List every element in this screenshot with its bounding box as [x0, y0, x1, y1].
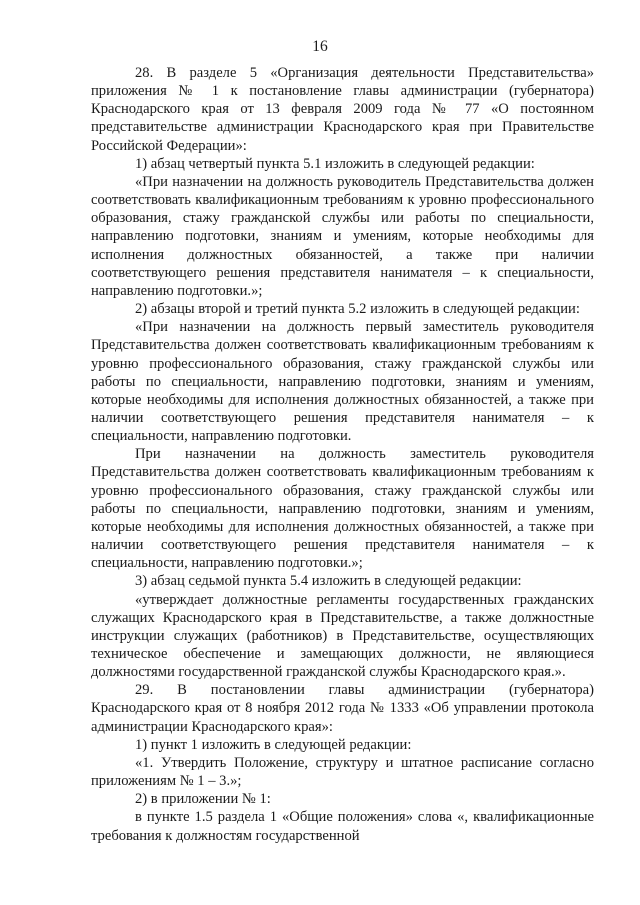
page-number: 16 [312, 38, 328, 55]
paragraph-29-item-1-header: 1) пункт 1 изложить в следующей редакции: [135, 736, 412, 753]
paragraph-quote-item-1: «1. Утвердить Положение, структуру и штатное расписание согласно приложениям № 1 – 3.»; [91, 754, 594, 790]
paragraph-quote-5-4: «утверждает должностные регламенты государственных гражданских служащих Краснодарского края в Представительстве, а также должностные инструкции служащих (работников) в Представительстве, осуществляющих техническое обеспечение и замещающих должности, не являющиеся должностями государственной гражданской службы Краснодарского края.». [91, 591, 594, 681]
paragraph-29-intro: 29. В постановлении главы администрации (губернатора) Краснодарского края от 8 ноября 2012 года № 1333 «Об управлении протокола администрации Краснодарского края»: [91, 682, 594, 735]
paragraph-item-1-header: 1) абзац четвертый пункта 5.1 изложить в следующей редакции: [135, 155, 535, 172]
paragraph-29-item-2-header: 2) в приложении № 1: [135, 791, 271, 808]
document-body [91, 64, 594, 845]
paragraph-quote-5-1: «При назначении на должность руководитель Представительства должен соответствовать квалификационным требованиям к уровню профессионального образования, стажу гражданской службы или работы по специальности, направлению подготовки, знаниям и умениям, которые необходимы для исполнения должностных обязанностей, а также при наличии соответствующего решения представителя нанимателя – к специальности, направлению подготовки.»; [91, 173, 594, 299]
paragraph-quote-first-deputy: «При назначении на должность первый заместитель руководителя Представительства должен соответствовать квалификационным требованиям к уровню профессионального образования, стажу гражданской службы или работы по специальности, направлению подготовки, знаниям и умениям, которые необходимы для исполнения должностных обязанностей, а также при наличии соответствующего решения представителя нанимателя – к специальности, направлению подготовки. [91, 319, 594, 445]
paragraph-28-intro: 28. В разделе 5 «Организация деятельности Представительства» приложения № 1 к постановление главы администрации (губернатора) Краснодарского края от 13 февраля 2009 года № 77 «О постоянном представительстве администрации Краснодарского края при Правительстве Российской Федерации»: [91, 65, 594, 154]
paragraph-1-5-section: в пункте 1.5 раздела 1 «Общие положения» слова «, квалификационные требования к должностям государственной [91, 809, 594, 844]
paragraph-item-2-header: 2) абзацы второй и третий пункта 5.2 изложить в следующей редакции: [135, 301, 580, 318]
paragraph-item-3-header: 3) абзац седьмой пункта 5.4 изложить в следующей редакции: [135, 573, 522, 590]
paragraph-quote-deputy: При назначении на должность заместитель руководителя Представительства должен соответствовать квалификационным требованиям к уровню профессионального образования, стажу гражданской службы или работы по специальности, направлению подготовки, знаниям и умениям, которые необходимы для исполнения должностных обязанностей, а также при наличии соответствующего решения представителя нанимателя – к специальности, направлению подготовки.»; [91, 446, 594, 572]
